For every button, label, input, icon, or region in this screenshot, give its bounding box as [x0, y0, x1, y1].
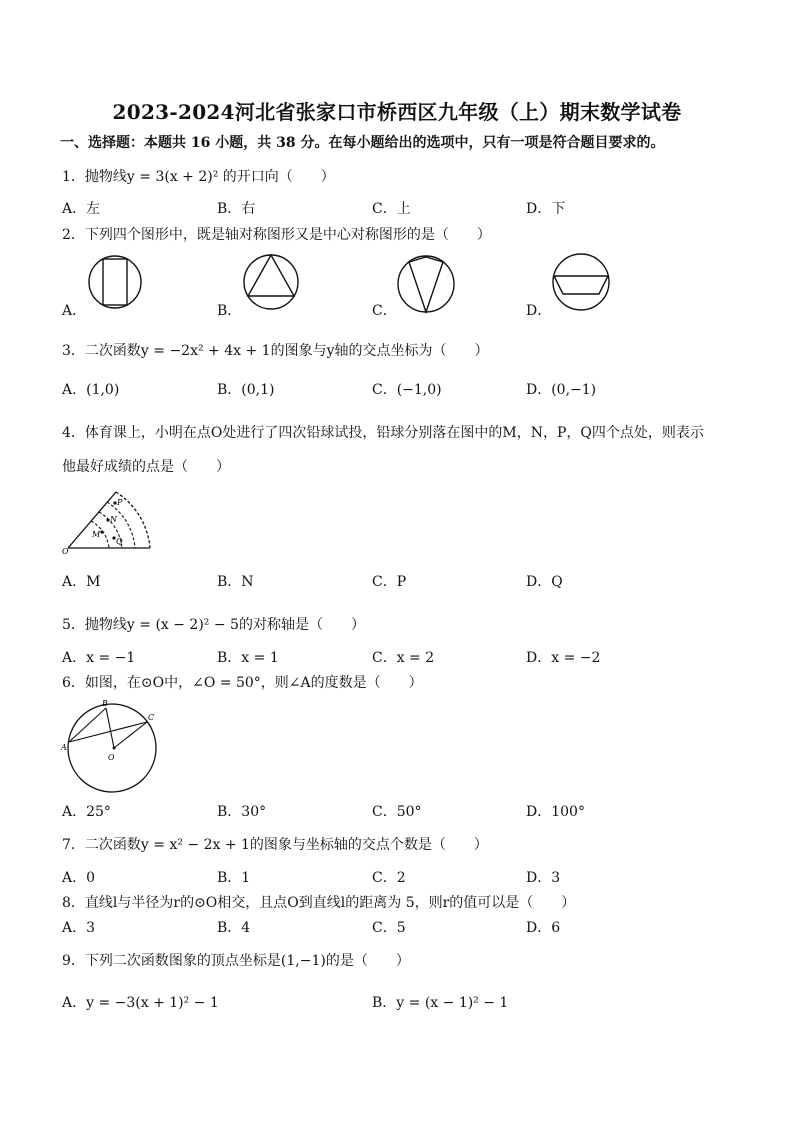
- exam-title: 2023-2024河北省张家口市桥西区九年级（上）期末数学试卷: [112, 100, 682, 124]
- q5-option-a: A．x = −1: [62, 650, 136, 666]
- q6-option-d: D．100°: [526, 804, 585, 820]
- question-8-stem: 8．直线l与半径为r的⊙O相交，且点O到直线l的距离为 5，则r的值可以是（ ）: [62, 895, 576, 911]
- q4-label-q: Q: [116, 537, 123, 546]
- q7-option-c: C．2: [372, 870, 406, 886]
- q9-option-b: B．y = (x − 1)² − 1: [372, 995, 509, 1011]
- q6-label-c: C: [148, 713, 155, 722]
- q3-option-c: C．(−1,0): [372, 382, 442, 398]
- question-5-stem: 5．抛物线y = (x − 2)² − 5的对称轴是（ ）: [62, 617, 365, 633]
- q7-option-d: D．3: [526, 870, 561, 886]
- q2-figure-d: [551, 252, 611, 312]
- q6-option-b: B．30°: [217, 804, 267, 820]
- q2-figure-a: [88, 252, 142, 312]
- q2-figure-c: [396, 254, 456, 314]
- q7-option-b: B．1: [217, 870, 251, 886]
- q8-option-d: D．6: [526, 920, 561, 936]
- q6-label-b: B: [102, 699, 108, 708]
- q2-option-a: A．: [62, 303, 87, 319]
- q4-label-p: P: [117, 498, 123, 507]
- q3-option-a: A．(1,0): [62, 382, 120, 398]
- q3-option-d: D．(0,−1): [526, 382, 597, 398]
- q1-option-b: B．右: [217, 201, 256, 217]
- q4-label-n: N: [110, 515, 117, 524]
- q4-option-a: A．M: [62, 574, 101, 590]
- q4-option-c: C．P: [372, 574, 407, 590]
- q8-option-c: C．5: [372, 920, 406, 936]
- question-4-stem-line2: 他最好成绩的点是（ ）: [62, 459, 230, 475]
- question-1-stem: 1．抛物线y = 3(x + 2)² 的开口向（ ）: [62, 169, 335, 185]
- question-7-stem: 7．二次函数y = x² − 2x + 1的图象与坐标轴的交点个数是（ ）: [62, 837, 488, 853]
- q5-option-c: C．x = 2: [372, 650, 435, 666]
- question-3-stem: 3．二次函数y = −2x² + 4x + 1的图象与y轴的交点坐标为（ ）: [62, 343, 489, 359]
- q9-option-a: A．y = −3(x + 1)² − 1: [62, 995, 219, 1011]
- q2-option-d: D．: [526, 303, 552, 319]
- q8-option-a: A．3: [62, 920, 96, 936]
- question-9-stem: 9．下列二次函数图象的顶点坐标是(1,−1)的是（ ）: [62, 953, 410, 969]
- question-6-stem: 6．如图，在⊙O中，∠O = 50°，则∠A的度数是（ ）: [62, 675, 423, 691]
- q2-option-c: C．: [372, 303, 397, 319]
- section-heading: 一、选择题：本题共 16 小题，共 38 分。在每小题给出的选项中，只有一项是符合题目要求的。: [60, 135, 665, 151]
- q1-option-c: C．上: [372, 201, 411, 217]
- q4-label-m: M: [92, 530, 101, 539]
- q6-label-a: A: [61, 743, 67, 752]
- q2-figure-b: [243, 252, 299, 312]
- q2-option-b: B．: [217, 303, 242, 319]
- q6-figure-circle: [60, 698, 164, 796]
- q4-option-b: B．N: [217, 574, 254, 590]
- question-4-stem-line1: 4．体育课上，小明在点O处进行了四次铅球试投，铅球分别落在图中的M，N，P，Q四个点处，则表示: [62, 425, 704, 441]
- q6-option-a: A．25°: [62, 804, 111, 820]
- q5-option-d: D．x = −2: [526, 650, 601, 666]
- q7-option-a: A．0: [62, 870, 96, 886]
- q1-option-a: A．左: [62, 201, 101, 217]
- q1-option-d: D．下: [526, 201, 566, 217]
- q4-label-o: O: [62, 547, 69, 556]
- q4-figure-sector: [60, 490, 156, 556]
- q6-label-o: O: [108, 753, 115, 762]
- q5-option-b: B．x = 1: [217, 650, 279, 666]
- question-2-stem: 2．下列四个图形中，既是轴对称图形又是中心对称图形的是（ ）: [62, 227, 491, 243]
- q3-option-b: B．(0,1): [217, 382, 275, 398]
- q6-option-c: C．50°: [372, 804, 422, 820]
- q8-option-b: B．4: [217, 920, 251, 936]
- q4-option-d: D．Q: [526, 574, 563, 590]
